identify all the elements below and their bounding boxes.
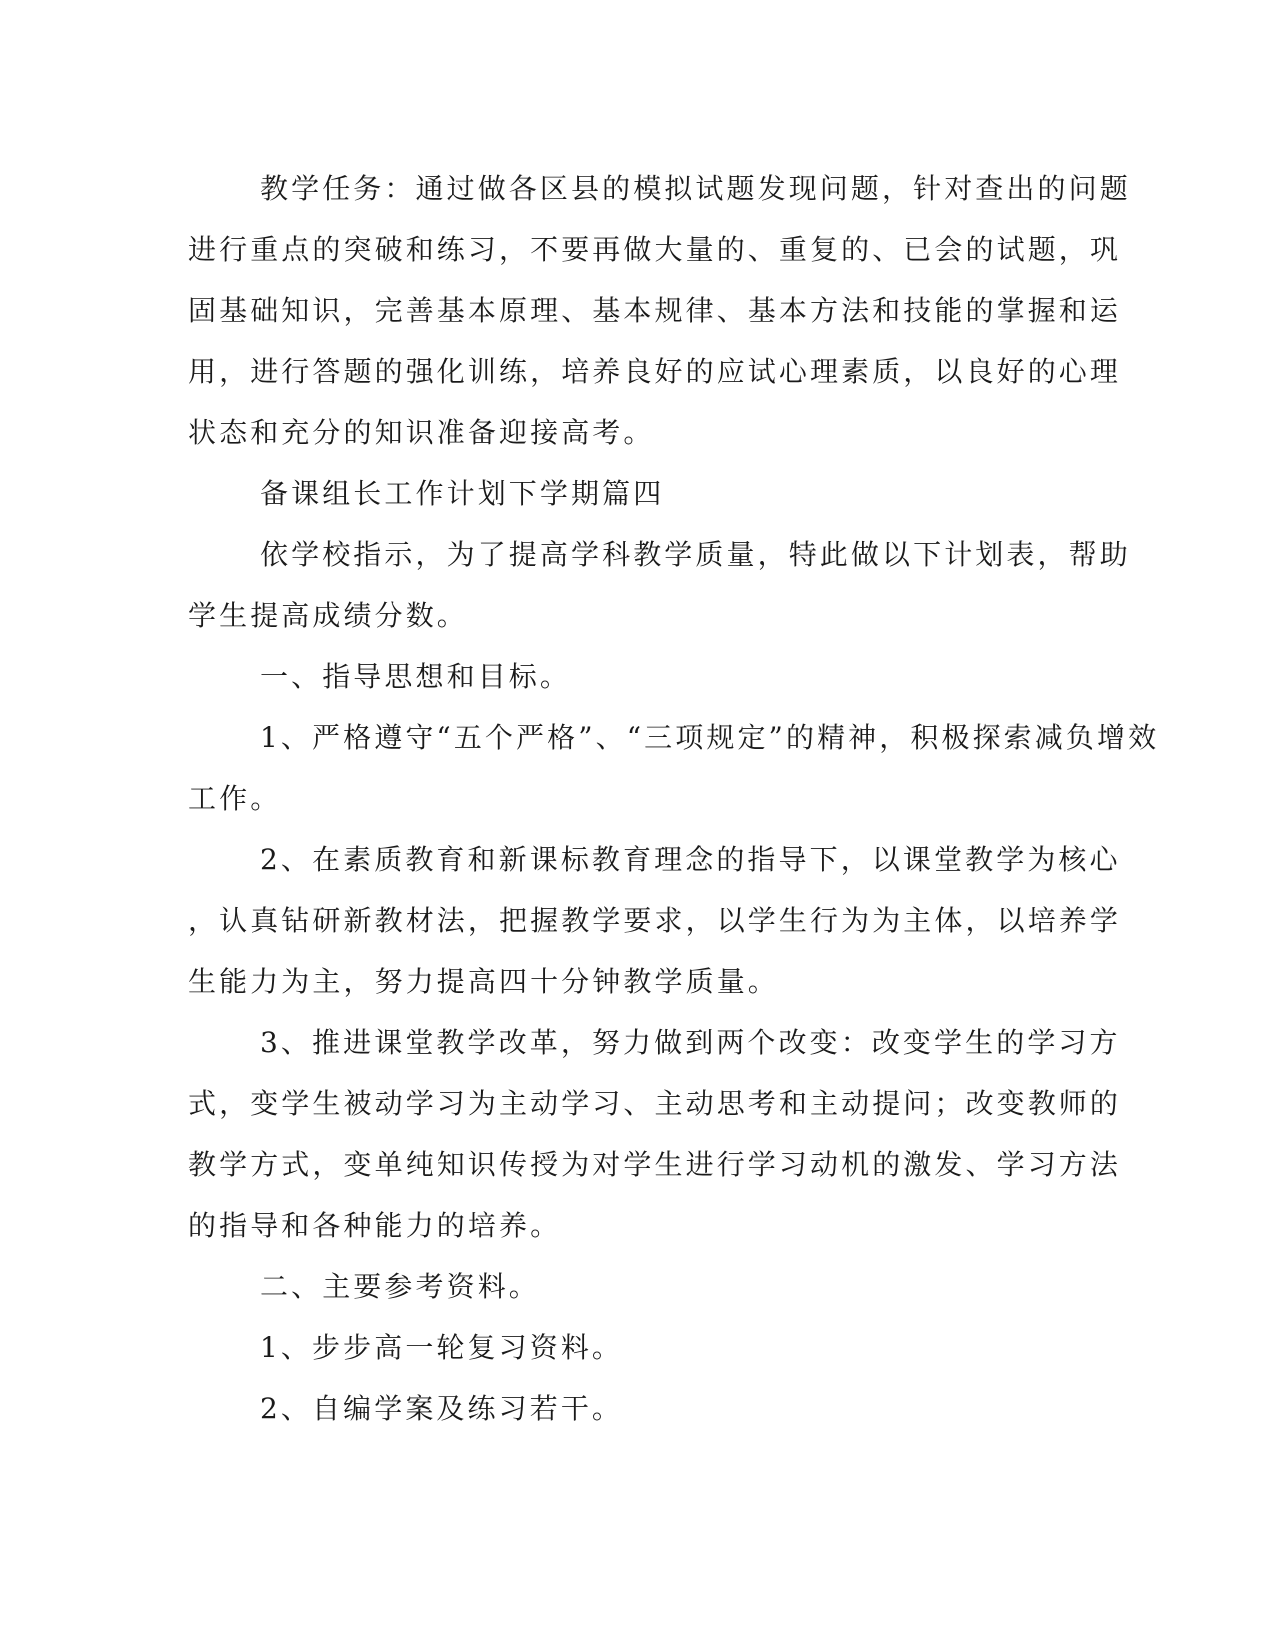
text-line: 用，进行答题的强化训练，培养良好的应试心理素质，以良好的心理 [188, 355, 1122, 388]
document-body [188, 158, 1160, 1439]
text-line: 教学任务：通过做各区县的模拟试题发现问题，针对查出的问题 [260, 172, 1131, 205]
list-item: 2、自编学案及练习若干。 [260, 1392, 624, 1425]
text-line: 生能力为主，努力提高四十分钟教学质量。 [188, 965, 779, 998]
text-line: 的指导和各种能力的培养。 [188, 1209, 562, 1242]
text-line: 3、推进课堂教学改革，努力做到两个改变：改变学生的学习方 [260, 1026, 1121, 1059]
text-line: 依学校指示，为了提高学科教学质量，特此做以下计划表，帮助 [260, 538, 1131, 571]
text-line: 学生提高成绩分数。 [188, 599, 468, 632]
text-line: ，认真钻研新教材法，把握教学要求，以学生行为为主体，以培养学 [188, 904, 1122, 937]
section-heading: 二、主要参考资料。 [260, 1270, 540, 1303]
section-heading: 一、指导思想和目标。 [260, 660, 572, 693]
section-heading: 备课组长工作计划下学期篇四 [260, 477, 665, 510]
text-line: 1、严格遵守“五个严格”、“三项规定”的精神，积极探索减负增效 [260, 721, 1160, 754]
text-line: 工作。 [188, 782, 282, 815]
list-item: 1、步步高一轮复习资料。 [260, 1331, 624, 1364]
text-line: 2、在素质教育和新课标教育理念的指导下，以课堂教学为核心 [260, 843, 1121, 876]
text-line: 状态和充分的知识准备迎接高考。 [188, 416, 655, 449]
text-line: 式，变学生被动学习为主动学习、主动思考和主动提问；改变教师的 [188, 1087, 1122, 1120]
text-line: 进行重点的突破和练习，不要再做大量的、重复的、已会的试题，巩 [188, 233, 1122, 266]
text-line: 教学方式，变单纯知识传授为对学生进行学习动机的激发、学习方法 [188, 1148, 1122, 1181]
text-line: 固基础知识，完善基本原理、基本规律、基本方法和技能的掌握和运 [188, 294, 1122, 327]
